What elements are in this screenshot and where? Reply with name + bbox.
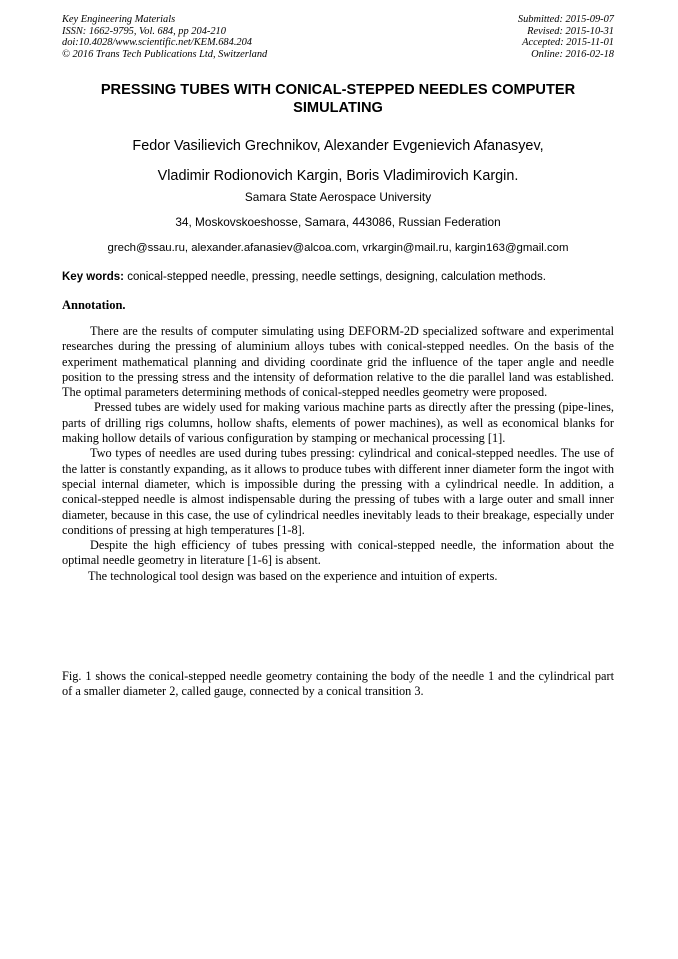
- keywords-label: Key words:: [62, 271, 124, 283]
- author-emails: grech@ssau.ru, alexander.afanasiev@alcoa.com, vrkargin@mail.ru, kargin163@gmail.com: [107, 242, 569, 254]
- copyright-line: © 2016 Trans Tech Publications Ltd, Switzerland: [62, 48, 268, 60]
- annotation-body: [62, 324, 614, 584]
- journal-info: [62, 14, 267, 60]
- doi-line: doi:10.4028/www.scientific.net/KEM.684.204: [62, 37, 252, 49]
- keywords-text: conical-stepped needle, pressing, needle settings, designing, calculation methods.: [124, 271, 546, 283]
- authors-line-2: Vladimir Rodionovich Kargin, Boris Vladimirovich Kargin.: [157, 168, 519, 184]
- figure-description: [62, 669, 614, 700]
- paper-title: PRESSING TUBES WITH CONICAL-STEPPED NEEDLES COMPUTER SIMULATING: [100, 82, 576, 116]
- submitted-date: Submitted: 2015-09-07: [517, 14, 614, 25]
- accepted-date: Accepted: 2015-11-01: [522, 37, 614, 49]
- author-list: [62, 131, 614, 191]
- authors-line-1: Fedor Vasilievich Grechnikov, Alexander Evgenievich Afanasyev,: [132, 138, 544, 154]
- paragraph-pressed-tubes: Pressed tubes are widely used for making various machine parts as directly after the pressing (pipe-lines, parts of drilling rigs columns, hollow shafts, elements of power machines), as well as economical blanks for making hollow details of various configuration by stamping or mechanical processing [1].: [62, 400, 614, 446]
- keywords: [62, 270, 614, 284]
- affiliation-university: Samara State Aerospace University: [244, 190, 432, 204]
- publication-dates: [518, 14, 614, 60]
- journal-name: Key Engineering Materials: [62, 14, 176, 25]
- affiliation-address: 34, Moskovskoeshosse, Samara, 443086, Russian Federation: [175, 215, 501, 229]
- paragraph-efficiency: Despite the high efficiency of tubes pressing with conical-stepped needle, the information about the optimal needle geometry in literature [1-6] is absent.: [62, 538, 614, 568]
- paragraph-needle-types: Two types of needles are used during tubes pressing: cylindrical and conical-stepped needles. The use of the latter is constantly expanding, as it allows to produce tubes with different inner diameter form the ingot with special internal diameter, which is impossible during the pressing with a cylindrical needle. In addition, a conical-stepped needle is almost indispensable during the pressing of tubes with a large outer and small inner diameter, because in this case, the use of cylindrical needles inevitably leads to their breakage, especially under conditions of pressing at high temperatures [1-8].: [62, 446, 614, 537]
- paragraph-abstract: There are the results of computer simulating using DEFORM-2D specialized software and experimental researches during the pressing of aluminium alloys tubes with conical-stepped needles. On the basis of the experiment mathematical planning and dividing coordinate grid the influence of the taper angle and needle position to the pressing stress and the intensity of deformation relative to the die parallel land was established. The optimal parameters determining methods of conical-stepped needles geometry were proposed.: [62, 324, 614, 400]
- issn-line: ISSN: 1662-9795, Vol. 684, pp 204-210: [62, 25, 226, 37]
- paragraph-fig-1: Fig. 1 shows the conical-stepped needle geometry containing the body of the needle 1 and the cylindrical part of a smaller diameter 2, called gauge, connected by a conical transition 3.: [62, 669, 614, 699]
- online-date: Online: 2016-02-18: [531, 48, 614, 60]
- annotation-heading: Annotation.: [62, 298, 126, 312]
- paragraph-tool-design: The technological tool design was based on the experience and intuition of experts.: [88, 568, 498, 583]
- revised-date: Revised: 2015-10-31: [527, 25, 614, 37]
